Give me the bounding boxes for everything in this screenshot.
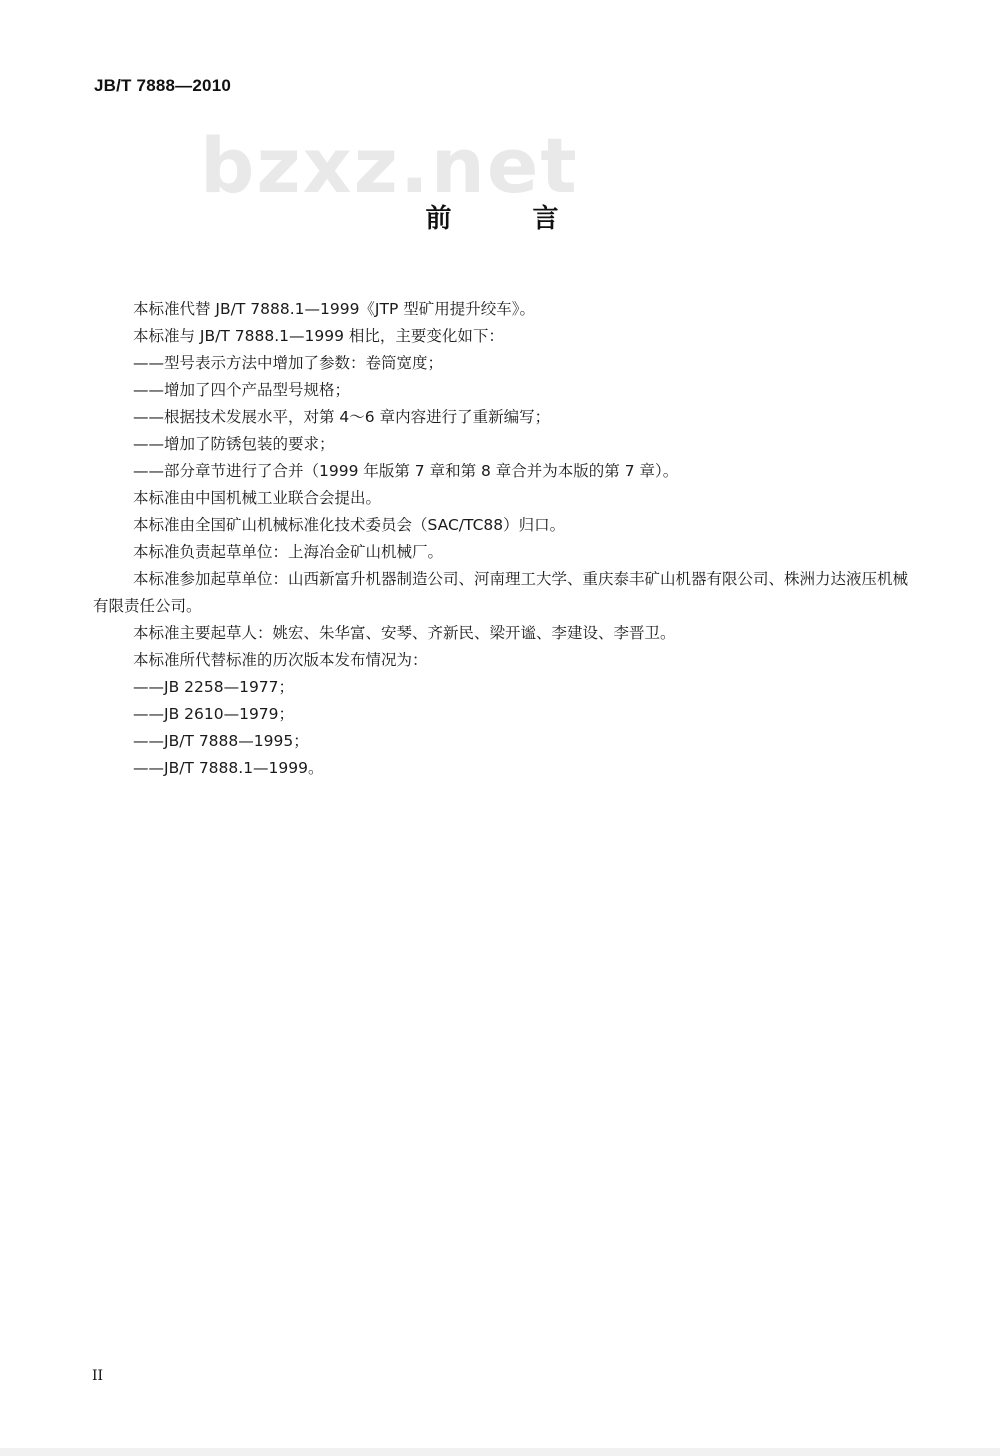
- foreword-line: 本标准负责起草单位：上海冶金矿山机械厂。: [133, 543, 444, 561]
- foreword-line: 本标准代替 JB/T 7888.1—1999《JTP 型矿用提升绞车》。: [133, 300, 535, 318]
- page-number: II: [92, 1368, 104, 1384]
- foreword-line: ——部分章节进行了合并（1999 年版第 7 章和第 8 章合并为本版的第 7 章）。: [133, 462, 679, 480]
- foreword-line: ——JB/T 7888.1—1999。: [133, 759, 324, 777]
- foreword-line: ——增加了防锈包装的要求；: [133, 435, 335, 453]
- foreword-line: ——增加了四个产品型号规格；: [133, 381, 351, 399]
- foreword-line: ——根据技术发展水平，对第 4～6 章内容进行了重新编写；: [133, 408, 551, 426]
- foreword-line: 本标准参加起草单位：山西新富升机器制造公司、河南理工大学、重庆泰丰矿山机器有限公司、株洲力达液压机械有限责任公司。: [93, 570, 909, 615]
- page-title: 前 言: [425, 204, 595, 234]
- page-bottom-edge: [0, 1448, 1000, 1456]
- foreword-line: 本标准所代替标准的历次版本发布情况为：: [133, 651, 428, 669]
- foreword-line: 本标准由中国机械工业联合会提出。: [133, 489, 382, 507]
- foreword-line: 本标准主要起草人：姚宏、朱华富、安琴、齐新民、梁开谧、李建设、李晋卫。: [133, 624, 676, 642]
- foreword-line: ——JB 2610—1979；: [133, 705, 295, 723]
- foreword-line: 本标准由全国矿山机械标准化技术委员会（SAC/TC88）归口。: [133, 516, 566, 534]
- standard-code: JB/T 7888—2010: [94, 76, 231, 95]
- foreword-line: ——型号表示方法中增加了参数：卷筒宽度；: [133, 354, 444, 372]
- watermark: bzxz.net: [200, 121, 579, 210]
- foreword-line: 本标准与 JB/T 7888.1—1999 相比，主要变化如下：: [133, 327, 504, 345]
- foreword-body: [93, 296, 923, 782]
- foreword-line: ——JB/T 7888—1995；: [133, 732, 309, 750]
- foreword-line: ——JB 2258—1977；: [133, 678, 295, 696]
